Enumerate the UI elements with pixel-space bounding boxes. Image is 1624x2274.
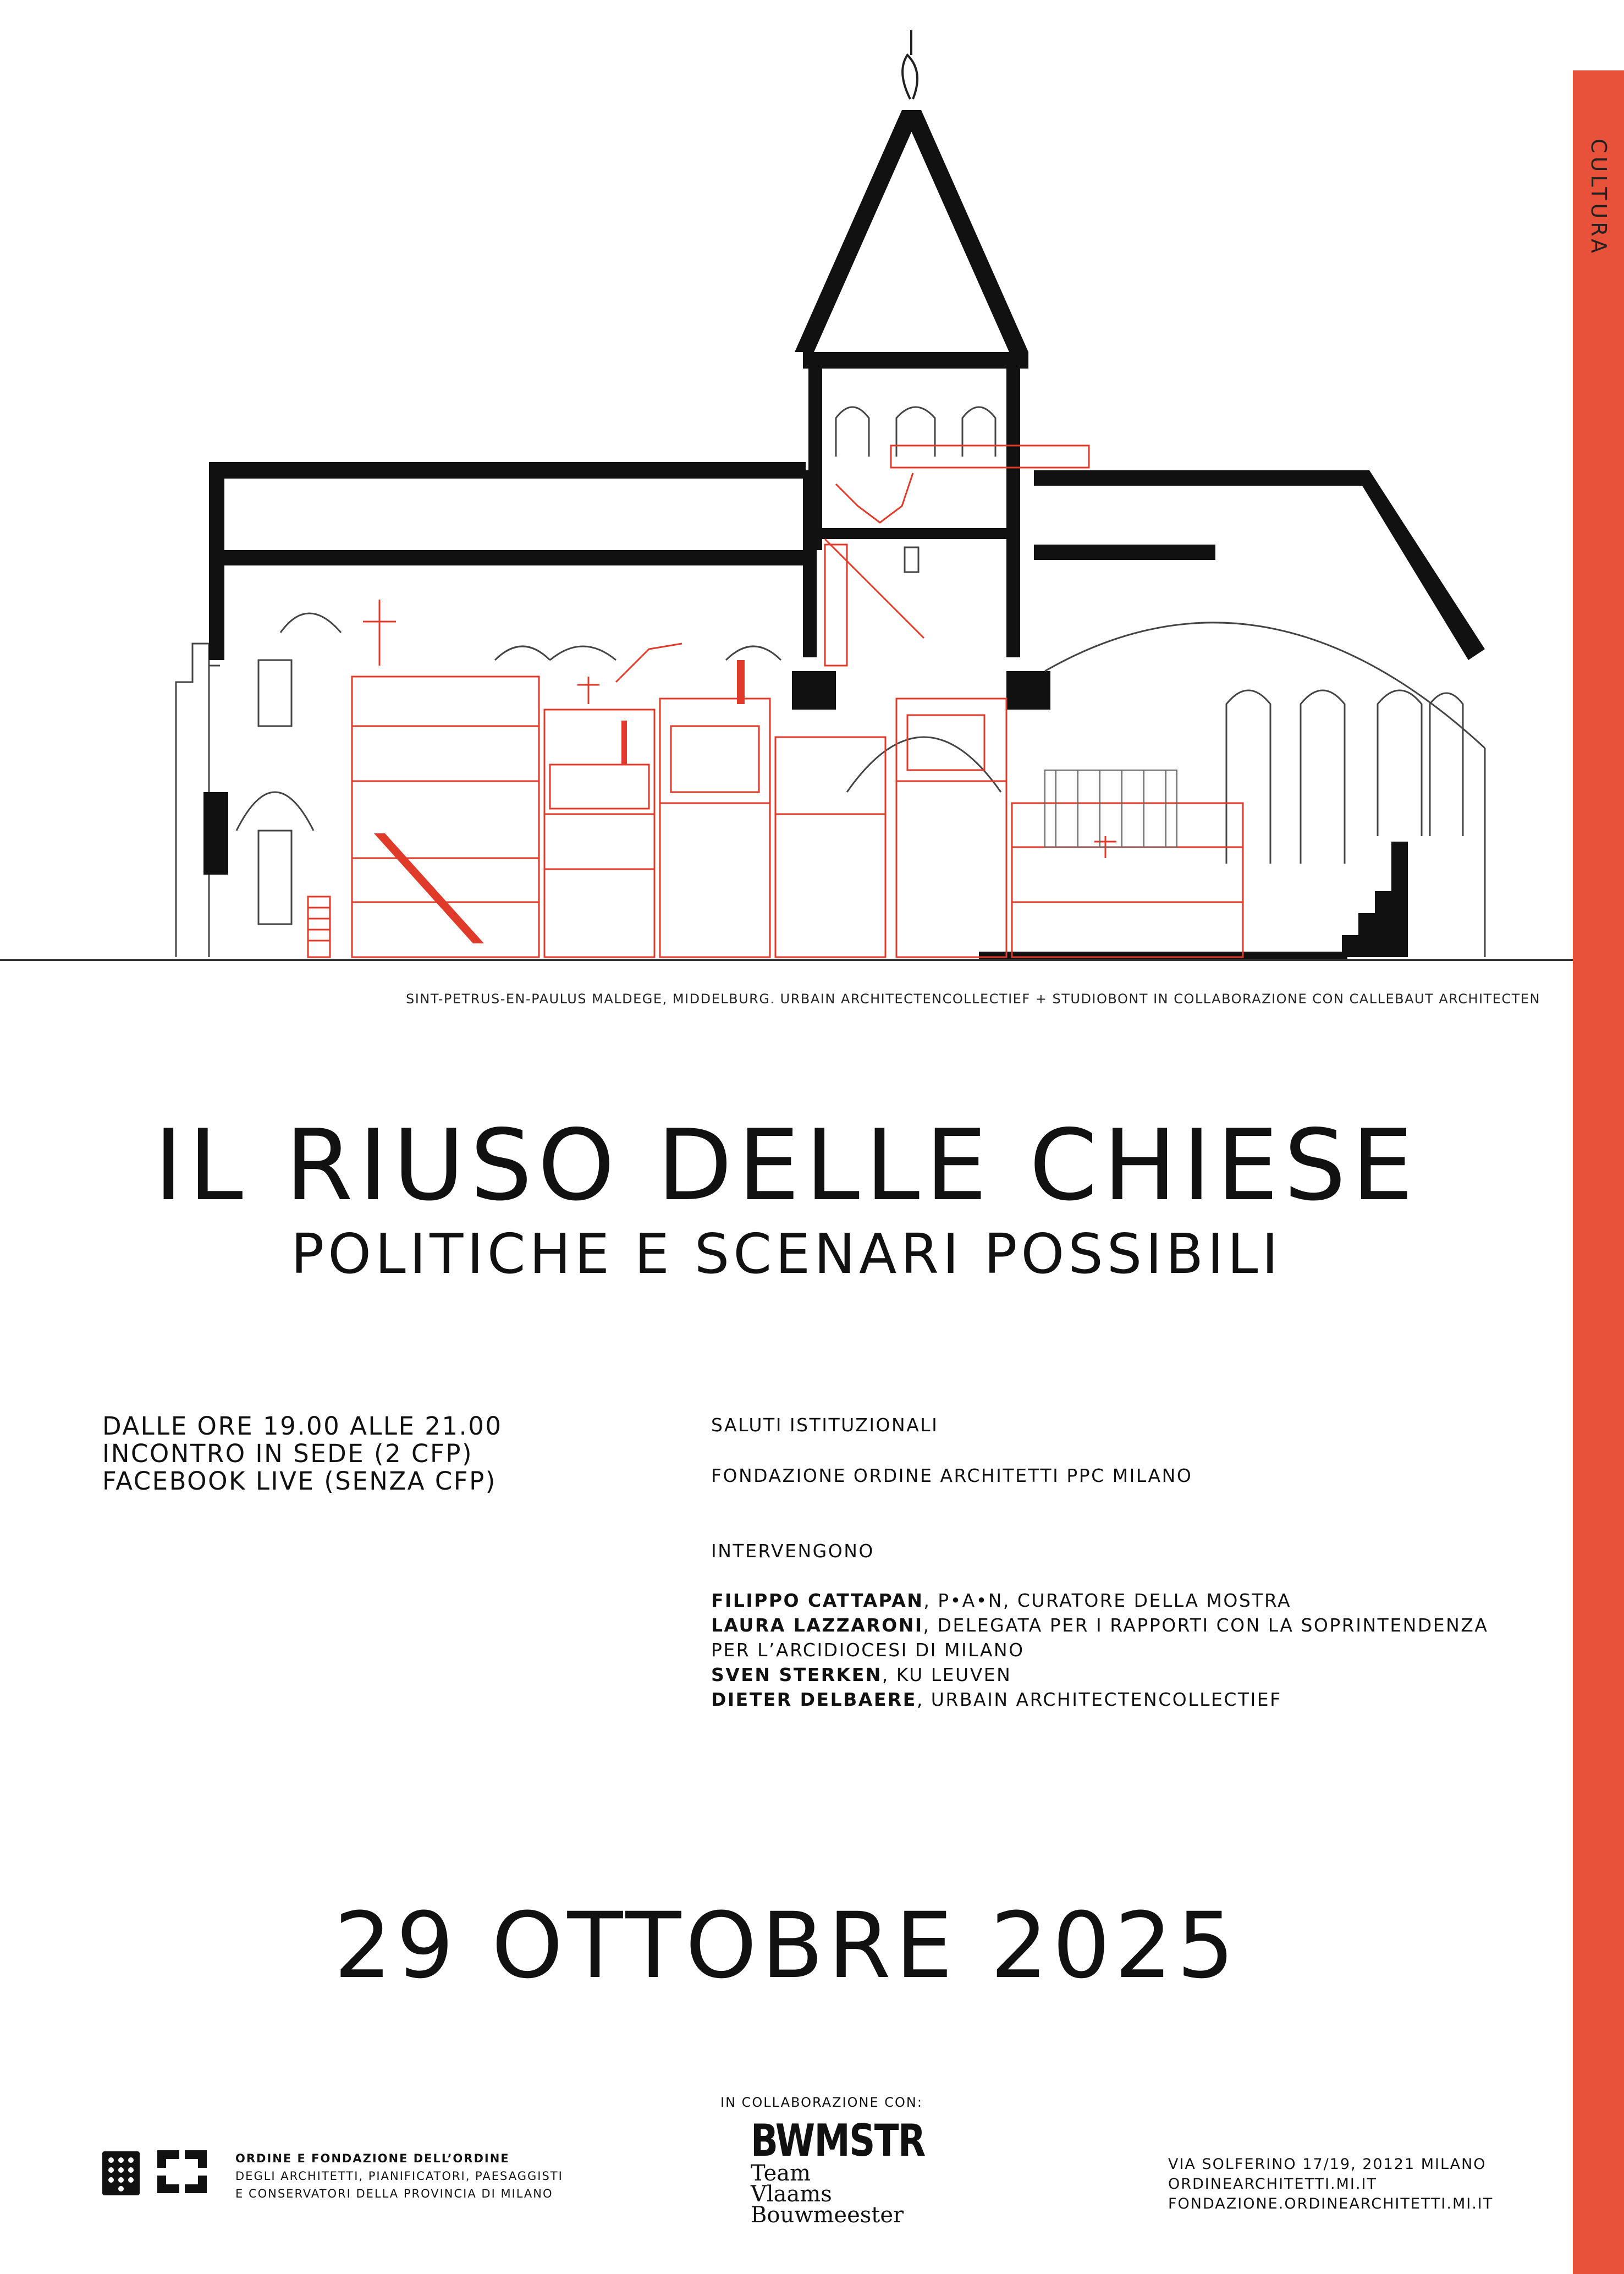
info-venue: INCONTRO IN SEDE (2 CFP): [102, 1439, 474, 1468]
speaker-line: [711, 1662, 1488, 1687]
speaker-name: SVEN STERKEN: [711, 1664, 882, 1685]
speaker-line: [711, 1588, 1488, 1613]
contact-website-link[interactable]: ORDINEARCHITETTI.MI.IT: [1168, 2176, 1377, 2193]
event-subtitle: POLITICHE E SCENARI POSSIBILI: [291, 1222, 1282, 1286]
info-time: DALLE ORE 19.00 ALLE 21.00: [102, 1411, 503, 1441]
speaker-name: LAURA LAZZARONI: [711, 1614, 923, 1636]
bwmstr-logo: [751, 2115, 963, 2228]
speakers-label: INTERVENGONO: [711, 1540, 874, 1562]
bwmstr-line2: Vlaams: [751, 2182, 832, 2207]
speaker-name: FILIPPO CATTAPAN: [711, 1590, 924, 1611]
event-info: [102, 1413, 503, 1495]
category-label: CULTURA: [1587, 139, 1611, 257]
bwmstr-wordmark: BWMSTR: [751, 2115, 925, 2166]
image-caption: SINT-PETRUS-EN-PAULUS MALDEGE, MIDDELBURG. URBAIN ARCHITECTENCOLLECTIEF + STUDIOBONT IN COLLABORAZIONE CON CALLEBAUT ARCHITECTEN: [406, 991, 1540, 1007]
ordine-line1: ORDINE E FONDAZIONE DELL’ORDINE: [235, 2152, 510, 2165]
speaker-role: , DELEGATA PER I RAPPORTI CON LA SOPRINTENDENZA: [923, 1614, 1489, 1636]
event-program: [711, 1413, 1488, 1712]
church-section-drawing: [0, 22, 1573, 979]
greetings-org: FONDAZIONE ORDINE ARCHITETTI PPC MILANO: [711, 1465, 1193, 1486]
bwmstr-line3: Bouwmeester: [751, 2202, 904, 2228]
speaker-name: DIETER DELBAERE: [711, 1689, 917, 1710]
ordine-line3: E CONSERVATORI DELLA PROVINCIA DI MILANO: [235, 2187, 553, 2200]
speaker-role: , URBAIN ARCHITECTENCOLLECTIEF: [916, 1689, 1282, 1710]
event-title: IL RIUSO DELLE CHIESE: [154, 1108, 1419, 1222]
event-date: 29 OTTOBRE 2025: [334, 1893, 1239, 1998]
contact-address: VIA SOLFERINO 17/19, 20121 MILANO: [1168, 2156, 1487, 2173]
ordine-line2: DEGLI ARCHITETTI, PIANIFICATORI, PAESAGGISTI: [235, 2169, 563, 2183]
speaker-line: [711, 1638, 1488, 1662]
bwmstr-line1: Team: [751, 2161, 811, 2186]
speaker-role: , KU LEUVEN: [882, 1664, 1012, 1685]
accent-band: [1573, 70, 1624, 2274]
speaker-line: [711, 1613, 1488, 1638]
contact-foundation-link[interactable]: FONDAZIONE.ORDINEARCHITETTI.MI.IT: [1168, 2195, 1494, 2212]
speaker-role: , P•A•N, CURATORE DELLA MOSTRA: [923, 1590, 1292, 1611]
ordine-logo-icon: [102, 2148, 212, 2198]
speaker-line: [711, 1687, 1488, 1712]
collaboration-label: IN COLLABORAZIONE CON:: [720, 2095, 923, 2110]
ordine-text: [235, 2150, 563, 2202]
greetings-label: SALUTI ISTITUZIONALI: [711, 1414, 939, 1436]
speaker-role: PER L’ARCIDIOCESI DI MILANO: [711, 1639, 1025, 1661]
contact-info: [1168, 2155, 1493, 2214]
info-facebook: FACEBOOK LIVE (SENZA CFP): [102, 1466, 497, 1496]
